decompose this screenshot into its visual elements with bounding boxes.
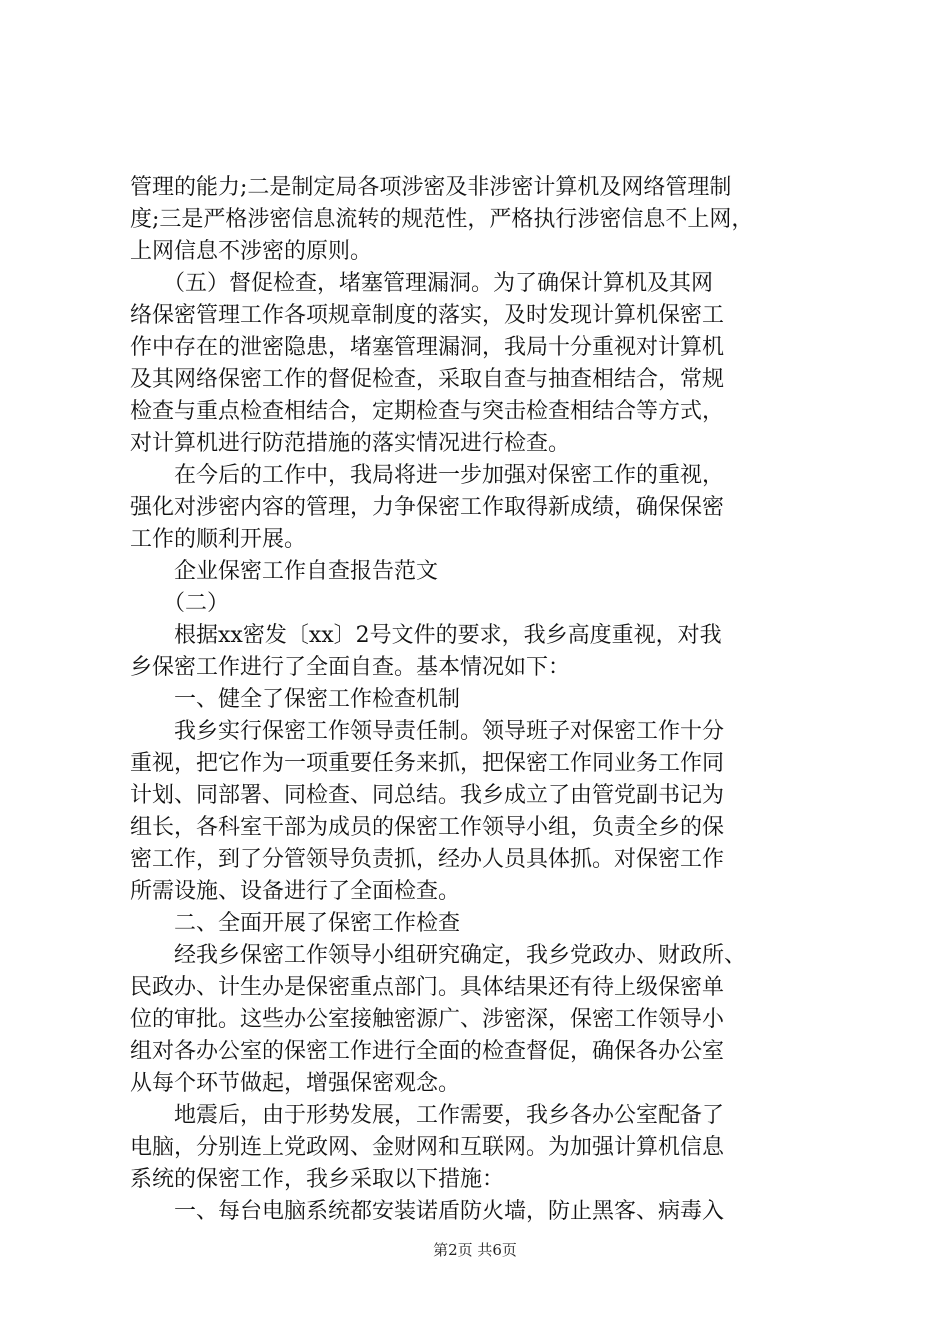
text-line: 乡保密工作进行了全面自查。基本情况如下： bbox=[130, 655, 571, 680]
text-line: 经我乡保密工作领导小组研究确定，我乡党政办、财政所、 bbox=[130, 943, 747, 968]
text-line: 我乡实行保密工作领导责任制。领导班子对保密工作十分 bbox=[130, 719, 725, 744]
section-heading: 一、健全了保密工作检查机制 bbox=[130, 687, 461, 712]
text-line: 重视，把它作为一项重要任务来抓，把保密工作同业务工作同 bbox=[130, 751, 725, 776]
text-line: 在今后的工作中，我局将进一步加强对保密工作的重视， bbox=[130, 463, 725, 488]
text-line: 度;三是严格涉密信息流转的规范性，严格执行涉密信息不上网， bbox=[130, 207, 754, 232]
text-line: 电脑，分别连上党政网、金财网和互联网。为加强计算机信息 bbox=[130, 1135, 725, 1160]
text-line: 地震后，由于形势发展，工作需要，我乡各办公室配备了 bbox=[130, 1103, 725, 1128]
text-line: （五）督促检查，堵塞管理漏洞。为了确保计算机及其网 bbox=[130, 271, 714, 296]
text-line: 作中存在的泄密隐患，堵塞管理漏洞，我局十分重视对计算机 bbox=[130, 335, 725, 360]
text-line: 对计算机进行防范措施的落实情况进行检查。 bbox=[130, 431, 571, 456]
text-line: 上网信息不涉密的原则。 bbox=[130, 239, 373, 264]
text-line: 从每个环节做起，增强保密观念。 bbox=[130, 1071, 461, 1096]
text-line: 民政办、计生办是保密重点部门。具体结果还有待上级保密单 bbox=[130, 975, 725, 1000]
document-body bbox=[130, 172, 830, 1228]
text-line: 一、每台电脑系统都安装诺盾防火墙，防止黑客、病毒入 bbox=[130, 1199, 725, 1224]
text-line: 检查与重点检查相结合，定期检查与突击检查相结合等方式， bbox=[130, 399, 725, 424]
page-number-footer: 第2页 共6页 bbox=[433, 1241, 517, 1259]
text-line: 强化对涉密内容的管理，力争保密工作取得新成绩，确保保密 bbox=[130, 495, 725, 520]
section-heading: 二、全面开展了保密工作检查 bbox=[130, 911, 461, 936]
text-line: 系统的保密工作，我乡采取以下措施： bbox=[130, 1167, 505, 1192]
text-line: 组对各办公室的保密工作进行全面的检查督促，确保各办公室 bbox=[130, 1039, 725, 1064]
text-line: 所需设施、设备进行了全面检查。 bbox=[130, 879, 461, 904]
text-line: 根据xx密发〔xx〕2号文件的要求，我乡高度重视，对我 bbox=[130, 623, 722, 648]
text-line: 密工作，到了分管领导负责抓，经办人员具体抓。对保密工作 bbox=[130, 847, 725, 872]
text-line: 计划、同部署、同检查、同总结。我乡成立了由管党副书记为 bbox=[130, 783, 725, 808]
text-line: 管理的能力;二是制定局各项涉密及非涉密计算机及网络管理制 bbox=[130, 175, 732, 200]
text-line: 工作的顺利开展。 bbox=[130, 527, 307, 552]
text-line: 组长，各科室干部为成员的保密工作领导小组，负责全乡的保 bbox=[130, 815, 725, 840]
text-line: 络保密管理工作各项规章制度的落实，及时发现计算机保密工 bbox=[130, 303, 725, 328]
section-title: 企业保密工作自查报告范文 bbox=[130, 559, 439, 584]
section-subtitle: （二） bbox=[130, 591, 230, 616]
text-line: 位的审批。这些办公室接触密源广、涉密深，保密工作领导小 bbox=[130, 1007, 725, 1032]
text-line: 及其网络保密工作的督促检查，采取自查与抽查相结合，常规 bbox=[130, 367, 725, 392]
